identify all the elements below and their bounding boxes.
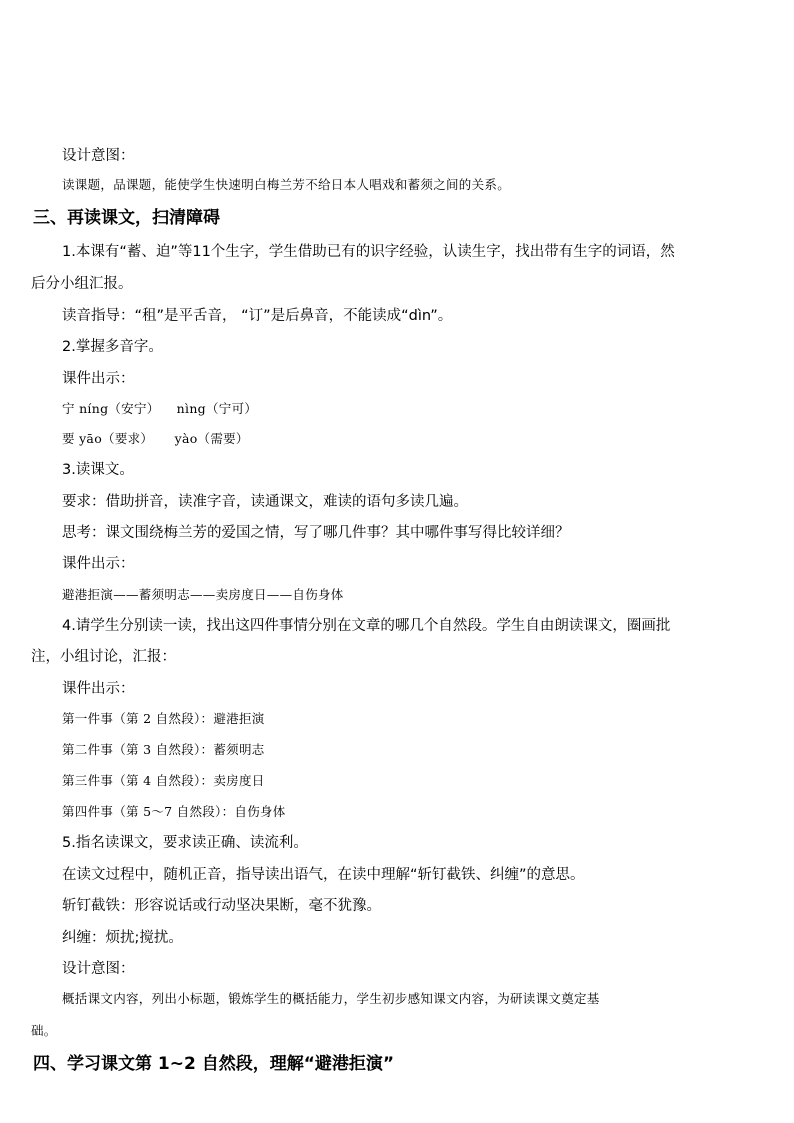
event-3: 第三件事（第 4 自然段）：卖房度日 — [62, 773, 265, 788]
polyphone-line-2: 要 yāo（要求） yào（需要） — [62, 431, 249, 446]
courseware-label-3: 课件出示： — [62, 681, 135, 697]
design-intent-label-2: 设计意图： — [62, 961, 135, 977]
design-intent-2-line-2: 础。 — [31, 1023, 57, 1038]
paragraph-5-detail: 在读文过程中，随机正音，指导读出语气，在读中理解“斩钉截铁、纠缠”的意思。 — [62, 867, 585, 883]
pronunciation-guide: 读音指导：“租”是平舌音， “订”是后鼻音，不能读成“dìn”。 — [62, 308, 453, 324]
paragraph-1-line-1: 1.本课有“蓄、迫”等11个生字，学生借助已有的识字经验，认读生字，找出带有生字的词语，然 — [62, 244, 675, 260]
reading-requirement: 要求：借助拼音，读准字音，读通课文，难读的语句多读几遍。 — [62, 494, 468, 510]
courseware-label-1: 课件出示： — [62, 371, 135, 387]
event-2: 第二件事（第 3 自然段）：蓄须明志 — [62, 742, 265, 757]
paragraph-4-line-1: 4.请学生分别读一读，找出这四件事情分别在文章的哪几个自然段。学生自由朗读课文，圈画批 — [62, 618, 671, 634]
paragraph-1-line-2: 后分小组汇报。 — [31, 276, 133, 292]
design-intent-text: 读课题，品课题，能使学生快速明白梅兰芳不给日本人唱戏和蓄须之间的关系。 — [62, 177, 511, 192]
event-4: 第四件事（第 5～7 自然段）：自伤身体 — [62, 804, 286, 819]
section-3-heading: 三、再读课文，扫清障碍 — [33, 208, 220, 228]
definition-zhandingjietie: 斩钉截铁：形容说话或行动坚决果断，毫不犹豫。 — [62, 898, 381, 914]
polyphone-line-1: 宁 níng（安宁） nìng（宁可） — [62, 401, 258, 416]
event-1: 第一件事（第 2 自然段）：避港拒演 — [62, 711, 265, 726]
paragraph-2: 2.掌握多音字。 — [62, 339, 163, 355]
design-intent-2-line-1: 概括课文内容，列出小标题，锻炼学生的概括能力，学生初步感知课文内容，为研读课文奠定基 — [62, 991, 600, 1006]
design-intent-label: 设计意图： — [62, 148, 135, 164]
definition-jiuchan: 纠缠：烦扰;搅扰。 — [62, 930, 183, 946]
paragraph-3: 3.读课文。 — [62, 462, 134, 478]
courseware-label-2: 课件出示： — [62, 556, 135, 572]
events-summary-line: 避港拒演——蓄须明志——卖房度日——自伤身体 — [62, 587, 344, 602]
paragraph-5: 5.指名读课文，要求读正确、读流利。 — [62, 835, 308, 851]
section-4-heading: 四、学习课文第 1~2 自然段，理解“避港拒演” — [33, 1054, 395, 1074]
paragraph-4-line-2: 注，小组讨论，汇报： — [31, 649, 176, 665]
reading-question: 思考：课文围绕梅兰芳的爱国之情，写了哪几件事？其中哪件事写得比较详细？ — [62, 525, 570, 541]
